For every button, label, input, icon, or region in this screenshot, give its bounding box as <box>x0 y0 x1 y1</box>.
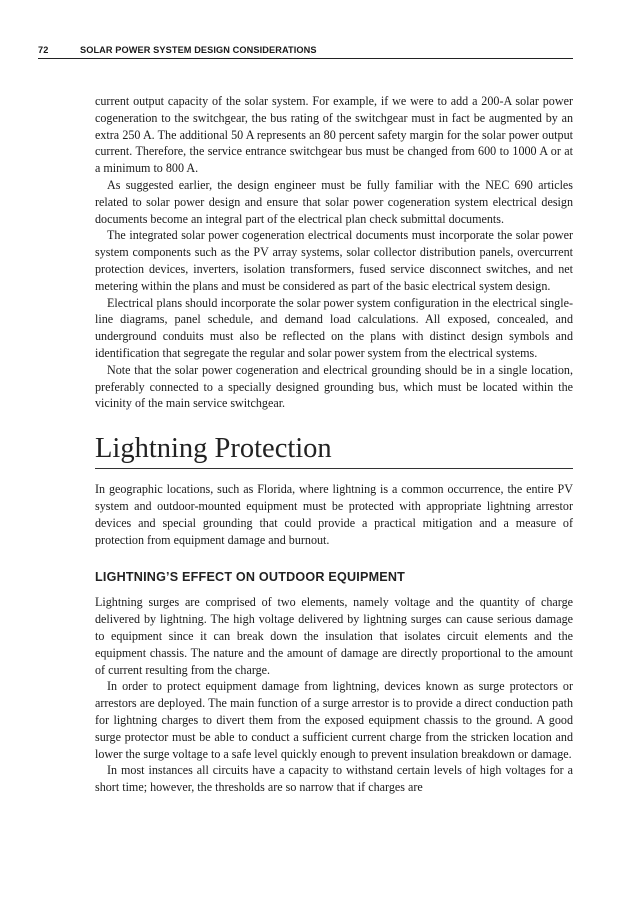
page-number: 72 <box>38 45 49 55</box>
running-title: SOLAR POWER SYSTEM DESIGN CONSIDERATIONS <box>80 45 317 55</box>
body-text <box>95 93 573 796</box>
paragraph: The integrated solar power cogeneration electrical documents must incorporate the solar power system components such as the PV array systems, solar collector distribution panels, overcurrent protection devices, inverters, isolation transformers, fused service disconnect switches, and net metering within the plans and must be considered as part of the basic electrical system design. <box>95 228 573 293</box>
running-header <box>38 45 573 59</box>
paragraph: In most instances all circuits have a capacity to withstand certain levels of high voltages for a short time; however, the thresholds are so narrow that if charges are <box>95 763 573 795</box>
paragraph: As suggested earlier, the design engineer must be fully familiar with the NEC 690 articles related to solar power design and ensure that solar power cogeneration system electrical design documents become an integral part of the electrical plan check submittal documents. <box>95 177 573 226</box>
subsection-heading: LIGHTNING’S EFFECT ON OUTDOOR EQUIPMENT <box>95 570 406 585</box>
paragraph: current output capacity of the solar system. For example, if we were to add a 200-A solar power cogeneration to the switchgear, the bus rating of the switchgear must in fact be augmented by an extra 250 A. The additional 50 A represents an 80 percent safety margin for the solar power output current. Therefore, the service entrance switchgear bus must be changed from 600 to 1000 A or at a minimum to 800 A. <box>95 94 573 176</box>
paragraph: Lightning surges are comprised of two elements, namely voltage and the quantity of charge delivered by lightning. The high voltage delivered by lightning surges can cause serious damage to equipment since it can break down the insulation that isolates circuit elements and the equipment chassis. The nature and the amount of damage are directly proportional to the amount of current resulting from the charge. <box>95 595 573 677</box>
paragraph: Note that the solar power cogeneration and electrical grounding should be in a single location, preferably connected to a specially designed grounding bus, which must be located within the vicinity of the main service switchgear. <box>95 362 573 411</box>
paragraph: Electrical plans should incorporate the solar power system configuration in the electrical single-line diagrams, panel schedule, and demand load calculations. All exposed, concealed, and underground conduits must also be reflected on the plans with distinct design symbols and identification that segregate the regular and solar power system from the electrical systems. <box>95 295 573 360</box>
paragraph: In geographic locations, such as Florida, where lightning is a common occurrence, the entire PV system and outdoor-mounted equipment must be protected with appropriate lightning arrestor devices and special grounding that could provide a practical mitigation and a measure of protection from equipment damage and burnout. <box>95 482 573 547</box>
paragraph: In order to protect equipment damage from lightning, devices known as surge protectors or arrestors are deployed. The main function of a surge arrestor is to provide a direct conduction path for lightning charges to divert them from the exposed equipment chassis to the ground. A good surge protector must be able to conduct a sufficient current charge from the stricken location and lower the surge voltage to a safe level quickly enough to prevent insulation breakdown or damage. <box>95 679 573 761</box>
section-heading: Lightning Protection <box>95 432 573 469</box>
